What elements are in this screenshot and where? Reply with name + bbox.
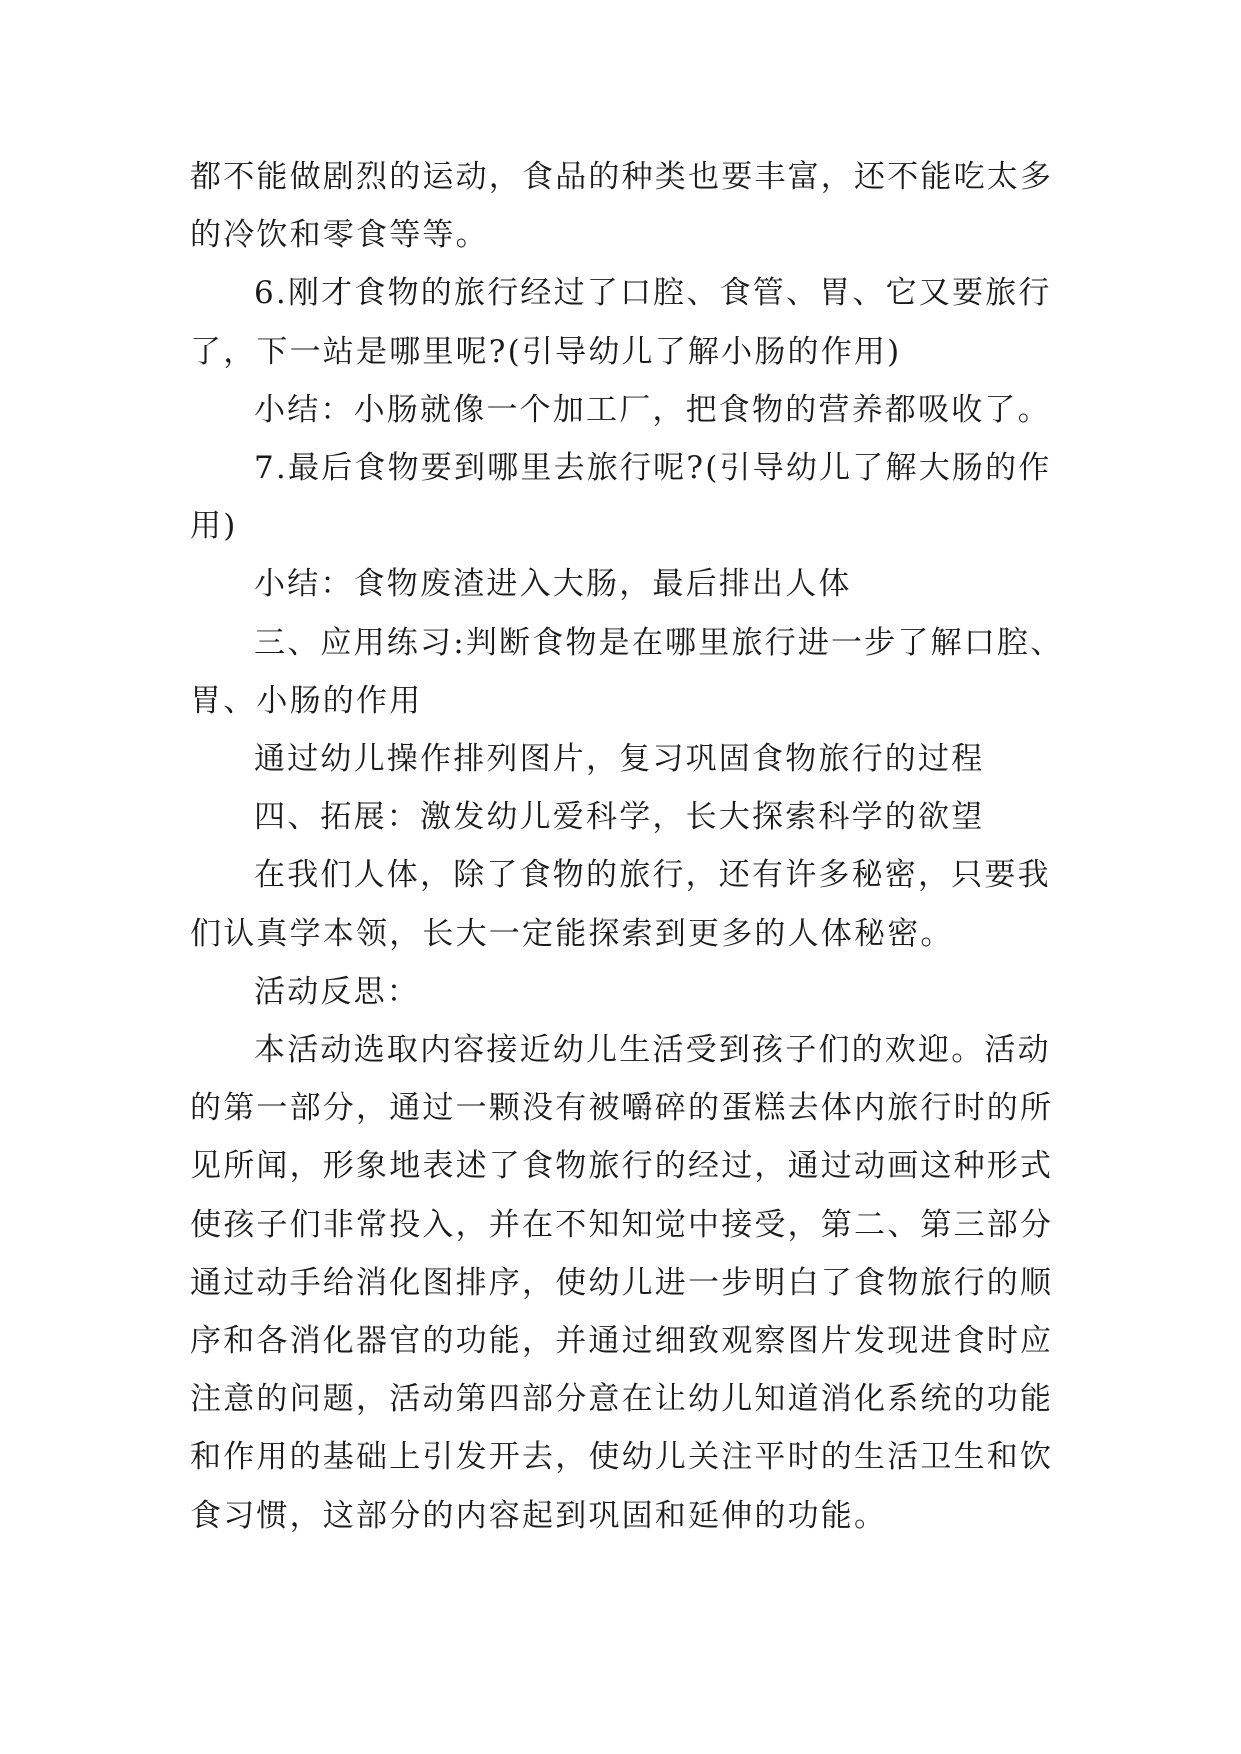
text-line: 用) — [190, 508, 238, 545]
text-line: 三、应用练习:判断食物是在哪里旅行进一步了解口腔、 — [254, 624, 1064, 661]
text-line: 见所闻，形象地表述了食物旅行的经过，通过动画这种形式 — [190, 1148, 1054, 1185]
text-line: 通过幼儿操作排列图片，复习巩固食物旅行的过程 — [254, 741, 985, 778]
text-line: 的冷饮和零食等等。 — [190, 217, 489, 254]
text-line: 食习惯，这部分的内容起到巩固和延伸的功能。 — [190, 1497, 888, 1534]
text-line: 了，下一站是哪里呢?(引导幼儿了解小肠的作用) — [190, 333, 902, 370]
document-body — [190, 148, 1070, 1545]
text-line: 序和各消化器官的功能，并通过细致观察图片发现进食时应 — [190, 1323, 1054, 1360]
text-line: 注意的问题，活动第四部分意在让幼儿知道消化系统的功能 — [190, 1381, 1054, 1418]
text-line: 小结：食物废渣进入大肠，最后排出人体 — [254, 566, 852, 603]
text-line: 本活动选取内容接近幼儿生活受到孩子们的欢迎。活动 — [254, 1032, 1051, 1069]
text-line: 都不能做剧烈的运动，食品的种类也要丰富，还不能吃太多 — [190, 159, 1054, 195]
text-line: 的第一部分，通过一颗没有被嚼碎的蛋糕去体内旅行时的所 — [190, 1090, 1054, 1127]
text-line: 四、拓展：激发幼儿爱科学，长大探索科学的欲望 — [254, 799, 985, 836]
text-line: 活动反思： — [254, 973, 420, 1010]
text-line: 小结：小肠就像一个加工厂，把食物的营养都吸收了。 — [254, 391, 1051, 428]
text-line: 6.刚才食物的旅行经过了口腔、食管、胃、它又要旅行 — [254, 275, 1052, 312]
text-line: 胃、小肠的作用 — [190, 682, 423, 719]
text-line: 通过动手给消化图排序，使幼儿进一步明白了食物旅行的顺 — [190, 1264, 1054, 1301]
text-line: 和作用的基础上引发开去，使幼儿关注平时的生活卫生和饮 — [190, 1439, 1054, 1476]
text-line: 们认真学本领，长大一定能探索到更多的人体秘密。 — [190, 915, 954, 952]
text-line: 7.最后食物要到哪里去旅行呢?(引导幼儿了解大肠的作 — [254, 450, 1052, 487]
text-line: 在我们人体，除了食物的旅行，还有许多秘密，只要我 — [254, 857, 1051, 894]
text-line: 使孩子们非常投入，并在不知知觉中接受，第二、第三部分 — [190, 1206, 1054, 1243]
